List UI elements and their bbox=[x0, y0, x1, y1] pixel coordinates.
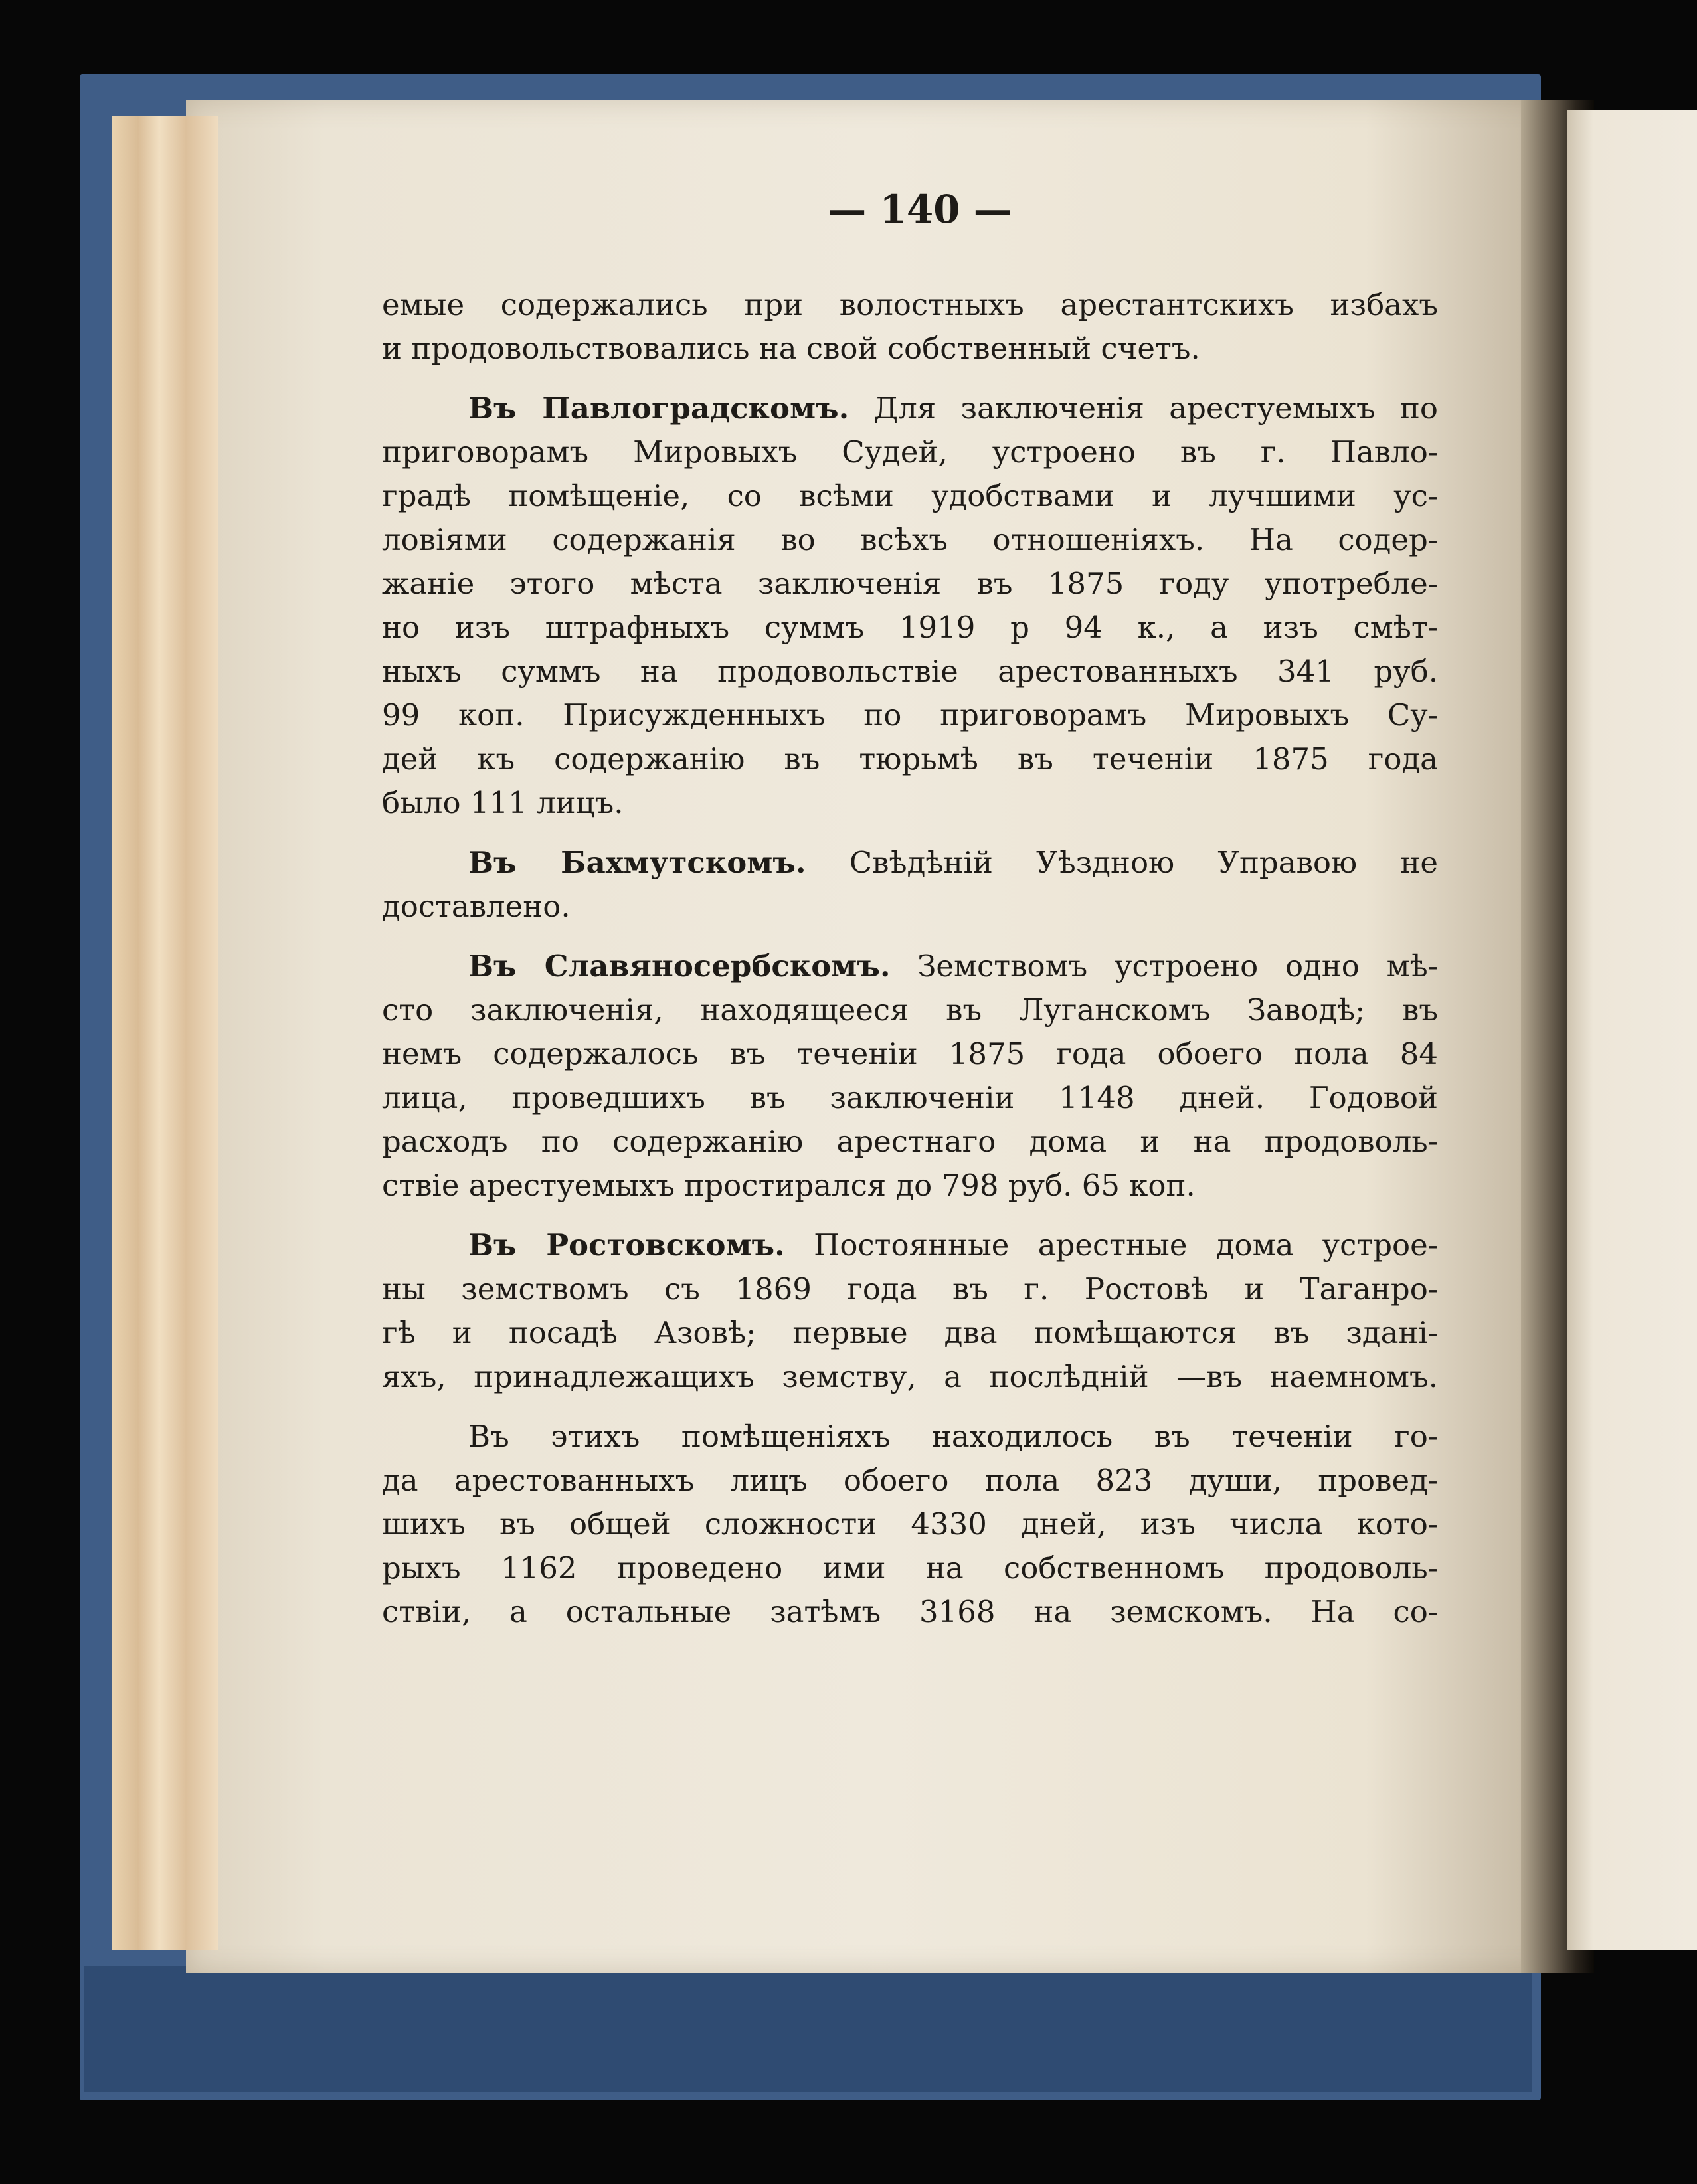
page-text-block bbox=[382, 179, 1438, 1650]
text-line: ловіями содержанія во всѣхъ отношеніяхъ. На содер- bbox=[382, 522, 1438, 557]
section-heading: Въ Павлоградскомъ. bbox=[468, 391, 849, 426]
section-heading: Въ Бахмутскомъ. bbox=[468, 845, 806, 880]
text-line: да арестованныхъ лицъ обоего пола 823 души, провед- bbox=[382, 1463, 1438, 1498]
text-line: рыхъ 1162 проведено ими на собственномъ продоволь- bbox=[382, 1550, 1438, 1586]
text-fragment: Свѣдѣній Уѣздною Управою не bbox=[849, 845, 1438, 880]
text-line: дей къ содержанію въ тюрьмѣ въ теченіи 1875 года bbox=[382, 741, 1438, 776]
text-line: ствіи, а остальные затѣмъ 3168 на земскомъ. На со- bbox=[382, 1594, 1438, 1629]
text-fragment: Постоянные арестные дома устрое- bbox=[814, 1228, 1438, 1263]
paragraph bbox=[382, 1415, 1438, 1634]
text-line: градѣ помѣщеніе, со всѣми удобствами и лучшими ус- bbox=[382, 478, 1438, 513]
text-line: доставлено. bbox=[382, 889, 571, 924]
text-line: шихъ въ общей сложности 4330 дней, изъ числа кото- bbox=[382, 1506, 1438, 1542]
text-line: немъ содержалось въ теченіи 1875 года обоего пола 84 bbox=[382, 1036, 1438, 1071]
text-line: сто заключенія, находящееся въ Луганскомъ Заводѣ; въ bbox=[382, 992, 1438, 1028]
section-heading: Въ Ростовскомъ. bbox=[468, 1228, 785, 1263]
text-line: яхъ, принадлежащихъ земству, а послѣдній —въ наемномъ. bbox=[382, 1359, 1438, 1394]
text-line bbox=[382, 945, 1438, 988]
text-line: гѣ и посадѣ Азовѣ; первые два помѣщаются въ здані- bbox=[382, 1315, 1438, 1350]
facing-page-edge bbox=[1567, 110, 1697, 1950]
text-line: 99 коп. Присужденныхъ по приговорамъ Мировыхъ Су- bbox=[382, 697, 1438, 733]
text-line: расходъ по содержанію арестнаго дома и на продоволь- bbox=[382, 1124, 1438, 1159]
text-line: ныхъ суммъ на продовольствіе арестованныхъ 341 руб. bbox=[382, 654, 1438, 689]
text-fragment: Земствомъ устроено одно мѣ- bbox=[917, 949, 1438, 984]
section-heading: Въ Славяносербскомъ. bbox=[468, 949, 891, 984]
paragraph bbox=[382, 1224, 1438, 1399]
text-line: емые содержались при волостныхъ арестантскихъ избахъ bbox=[382, 287, 1438, 322]
text-line: приговорамъ Мировыхъ Судей, устроено въ г. Павло- bbox=[382, 434, 1438, 470]
text-line: лица, проведшихъ въ заключеніи 1148 дней. Годовой bbox=[382, 1080, 1438, 1115]
text-line: жаніе этого мѣста заключенія въ 1875 году употребле- bbox=[382, 566, 1438, 601]
text-line: ны земствомъ съ 1869 года въ г. Ростовѣ и Таганро- bbox=[382, 1271, 1438, 1307]
text-line: было 111 лицъ. bbox=[382, 785, 624, 820]
paragraph bbox=[382, 283, 1438, 371]
text-fragment: Для заключенія арестуемыхъ по bbox=[873, 391, 1438, 426]
text-line: и продовольствовались на свой собственный счетъ. bbox=[382, 331, 1200, 366]
page-number: — 140 — bbox=[828, 187, 1012, 232]
text-line: Въ этихъ помѣщеніяхъ находилось въ теченіи го- bbox=[468, 1419, 1438, 1454]
text-line bbox=[382, 387, 1438, 430]
paragraph bbox=[382, 945, 1438, 1208]
page-edges-stack bbox=[112, 116, 218, 1950]
book-cover-board-lower bbox=[84, 1966, 1532, 2092]
paragraph bbox=[382, 387, 1438, 825]
text-line: ствіе арестуемыхъ простирался до 798 руб. 65 коп. bbox=[382, 1168, 1196, 1203]
text-line: но изъ штрафныхъ суммъ 1919 р 94 к., а изъ смѣт- bbox=[382, 610, 1438, 645]
paragraph bbox=[382, 841, 1438, 929]
text-line bbox=[382, 841, 1438, 885]
text-line bbox=[382, 1224, 1438, 1267]
